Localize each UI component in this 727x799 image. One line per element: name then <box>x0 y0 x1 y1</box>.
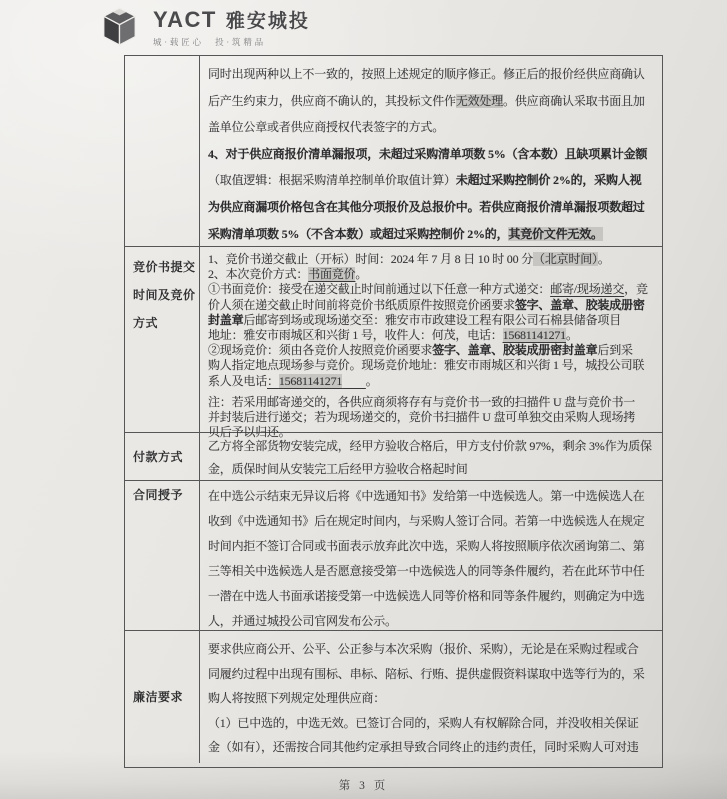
text-line: 同履约过程中出现有围标、串标、陪标、行贿、提供虚假资料谋取中选等行为的，采 <box>208 666 645 681</box>
text-line: 1、竞价书递交截止（开标）时间：2024 年 7 月 8 日 10 时 00 分（北京时间）。 <box>208 252 610 266</box>
row-label: 付款方式 <box>125 433 200 480</box>
text-line: 2、本次竞价方式：书面竞价。 <box>208 267 368 282</box>
text-line: 同时出现两种以上不一致的，按照上述规定的顺序修正。修正后的报价经供应商确认 <box>208 67 645 81</box>
text-line: 封盖章后邮寄到场或现场递交至：雅安市市政建设工程有限公司石棉县储备项目 <box>208 312 622 327</box>
bidding-terms-table <box>124 55 663 768</box>
brand-name-en: YACT <box>153 7 217 32</box>
text-line: 盖单位公章或者供应商授权代表签字的方式。 <box>208 120 445 135</box>
text-line: 人，并通过城投公司官网发布公示。 <box>208 614 397 628</box>
company-logo <box>101 6 310 48</box>
table-row-payment-method <box>125 432 662 480</box>
brand-text-block <box>153 6 310 48</box>
text-line: 地址：雅安市雨城区和兴街 1 号，收件人：何茂，电话：15681141271。 <box>208 328 578 343</box>
row-label: 廉洁要求 <box>125 631 200 763</box>
row-content <box>200 481 662 630</box>
text-line: 注：若采用邮寄递交的，各供应商须将存有与竞价书一致的扫描件 U 盘与竞价书一 <box>208 394 636 409</box>
table-row-contract-award <box>125 480 662 630</box>
row-content <box>200 56 662 246</box>
text-line: 贝后予以归还。 <box>208 425 291 440</box>
text-line: ①书面竞价：接受在递交截止时间前通过以下任意一种方式递交：邮寄/现场递交，竞 <box>208 282 648 297</box>
text-line: 要求供应商公开、公平、公正参与本次采购（报价、采购），无论是在采购过程或合 <box>208 642 639 656</box>
text-line: ②现场竞价：须由各竞价人按照竞价函要求签字、盖章、胶装成册密封盖章后到采 <box>208 343 633 358</box>
text-line: 价人须在递交截止时间前将竞价书纸质原件按照竞价函要求签字、盖章、胶装成册密 <box>208 297 645 312</box>
text-line: 并封装后进行递交；若为现场递交的，竞价书扫描件 U 盘可单独交由采购人现场拷 <box>208 410 636 425</box>
text-line: 一潜在中选人书面承诺接受第一中选候选人同等价格和同等条件履约，则确定为中选 <box>208 589 645 603</box>
brand-name-cn: 雅安城投 <box>225 11 310 32</box>
table-row-price-correction <box>125 56 662 246</box>
text-line: 时间内拒不签订合同或书面表示放弃此次中选，采购人将按照顺序依次函询第二、第 <box>208 539 645 553</box>
text-line: 采购清单项数 5%（不含本数）或超过采购控制价 2%的，其竞价文件无效。 <box>208 226 603 241</box>
text-line: 购人将按照下列规定处理供应商： <box>208 691 386 705</box>
text-line: 金（如有），还需按合同其他约定承担导致合同终止的违约责任，同时采购人可对违 <box>208 740 639 754</box>
table-row-bid-submission <box>125 246 662 440</box>
text-line: 在中选公示结束无异议后将《中选通知书》发给第一中选候选人。第一中选候选人在 <box>208 489 645 503</box>
page-number: 第 3 页 <box>338 780 389 792</box>
text-line: 三等相关中选候选人是否愿意接受第一中选候选人的同等条件履约，若在此环节中任 <box>208 564 645 578</box>
text-line: 系人及电话：15681141271 。 <box>208 373 378 388</box>
table-row-integrity-requirements <box>125 630 662 763</box>
text-line: （1）已中选的，中选无效。已签订合同的，采购人有权解除合同，并没收相关保证 <box>208 715 639 730</box>
row-label <box>125 56 200 246</box>
row-label: 竞价书提交时间及竞价方式 <box>125 247 200 432</box>
text-line: 金，质保时间从安装完工后经甲方验收合格起时间 <box>208 462 468 476</box>
row-content <box>200 247 662 440</box>
text-line: 为供应商漏项价格包含在其他分项报价及总报价中。若供应商报价清单漏报项数超过 <box>208 199 645 214</box>
row-content <box>200 631 662 763</box>
text-line: 收到《中选通知书》后在规定时间内，与采购人签订合同。若第一中选候选人在规定 <box>208 514 645 528</box>
row-content <box>200 433 662 480</box>
row-label: 合同授予 <box>125 481 200 630</box>
text-line: 乙方将全部货物安装完成，经甲方验收合格后，甲方支付价款 97%，剩余 3%作为质保 <box>208 439 652 453</box>
text-line: 购人指定地点现场参与竞价。现场竞价地址：雅安市雨城区和兴街 1 号，城投公司联 <box>208 358 645 373</box>
text-line: 4、对于供应商报价清单漏报项，未超过采购清单项数 5%（含本数）且缺项累计金额 <box>208 146 648 161</box>
text-line: （取值逻辑：根据采购清单控制单价取值计算）未超过采购控制价 2%的，采购人视 <box>208 173 642 188</box>
brand-tagline: 城·载匠心 投·筑精品 <box>153 37 266 47</box>
cube-logo-icon <box>101 7 138 46</box>
text-line: 后产生约束力，供应商不确认的，其投标文件作无效处理。供应商确认采取书面且加 <box>208 93 645 108</box>
